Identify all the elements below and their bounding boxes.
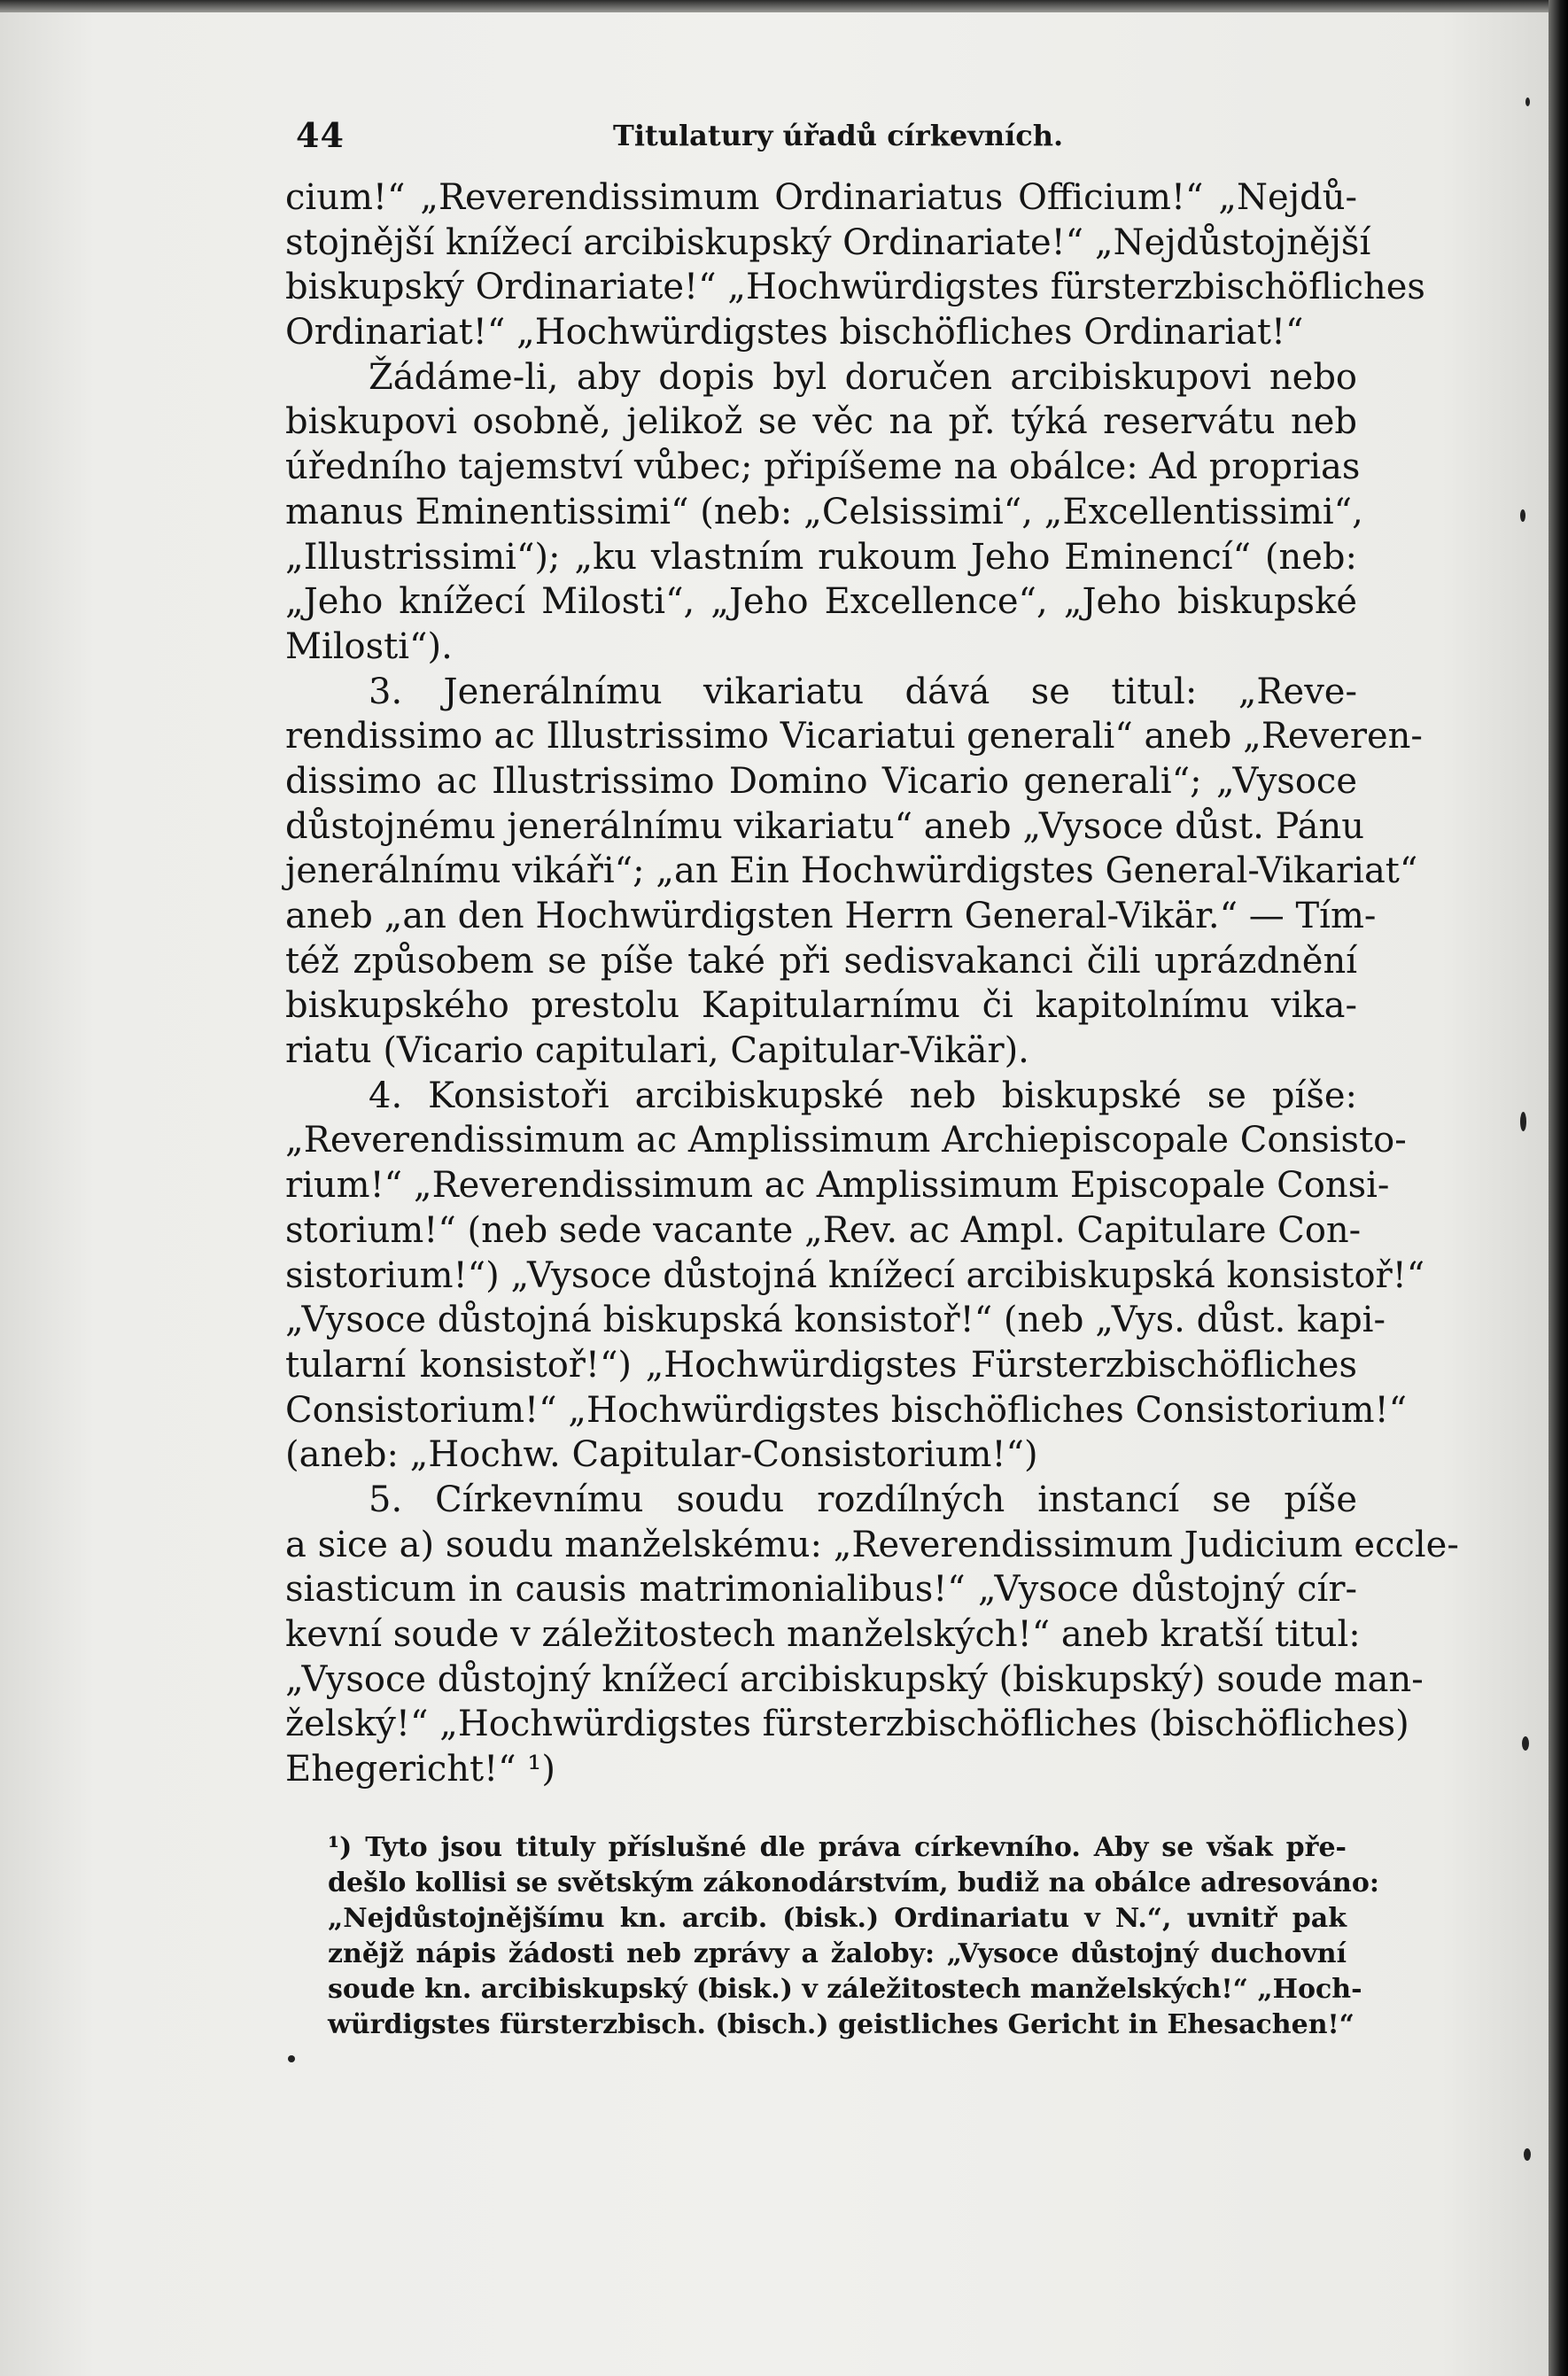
scan-top-edge bbox=[0, 0, 1568, 12]
page-header bbox=[285, 115, 1348, 159]
body-line: dissimo ac Illustrissimo Domino Vicario generali“; „Vysoce bbox=[285, 760, 1357, 802]
running-title: Titulatury úřadů církevních. bbox=[613, 119, 1064, 152]
body-line: (aneb: „Hochw. Capitular-Consistorium!“) bbox=[285, 1434, 1038, 1476]
body-line: též způsobem se píše také při sedisvakanci čili uprázdnění bbox=[285, 940, 1357, 982]
body-line: biskupského prestolu Kapitularnímu či kapitolnímu vika- bbox=[285, 985, 1357, 1027]
footnote-line: ¹) Tyto jsou tituly příslušné dle práva církevního. Aby se však pře- bbox=[328, 1832, 1347, 1863]
body-line: manus Eminentissimi“ (neb: „Celsissimi“, „Excellentissimi“, bbox=[285, 491, 1363, 532]
body-line: biskupský Ordinariate!“ „Hochwürdigstes fürsterzbischöfliches bbox=[285, 267, 1425, 308]
body-line: „Reverendissimum ac Amplissimum Archiepiscopale Consisto- bbox=[285, 1120, 1407, 1161]
footnote-line: „Nejdůstojnějšímu kn. arcib. (bisk.) Ordinariatu v N.“, uvnitř pak bbox=[328, 1903, 1347, 1934]
body-text bbox=[285, 175, 1459, 1792]
body-line: Consistorium!“ „Hochwürdigstes bischöfliches Consistorium!“ bbox=[285, 1389, 1408, 1431]
footnote bbox=[328, 1830, 1379, 2043]
body-line: „Illustrissimi“); „ku vlastním rukoum Jeho Eminencí“ (neb: bbox=[285, 536, 1357, 578]
ink-speck bbox=[1520, 1112, 1526, 1131]
body-line: úředního tajemství vůbec; připíšeme na obálce: Ad proprias bbox=[285, 446, 1361, 488]
body-line: tularní konsistoř!“) „Hochwürdigstes Fürsterzbischöfliches bbox=[285, 1344, 1357, 1386]
footnote-line: soude kn. arcibiskupský (bisk.) v záležitostech manželských!“ „Hoch- bbox=[328, 1974, 1362, 2005]
body-line: riatu (Vicario capitulari, Capitular-Vikär). bbox=[285, 1030, 1029, 1072]
body-line: „Jeho knížecí Milosti“, „Jeho Excellence“, „Jeho biskupské bbox=[285, 581, 1357, 623]
body-line: kevní soude v záležitostech manželských!“ aneb kratší titul: bbox=[285, 1614, 1361, 1655]
body-line: stojnější knížecí arcibiskupský Ordinariate!“ „Nejdůstojnější bbox=[285, 221, 1371, 263]
body-line: storium!“ (neb sede vacante „Rev. ac Ampl. Capitulare Con- bbox=[285, 1209, 1362, 1251]
body-line: biskupovi osobně, jelikož se věc na př. týká reservátu neb bbox=[285, 401, 1357, 443]
body-line: 4. Konsistoři arcibiskupské neb biskupské se píše: bbox=[369, 1075, 1357, 1116]
body-line: Ehegericht!“ ¹) bbox=[285, 1749, 555, 1790]
body-line: siasticum in causis matrimonialibus!“ „Vysoce důstojný cír- bbox=[285, 1569, 1357, 1611]
ink-speck bbox=[1520, 509, 1525, 522]
body-line: želský!“ „Hochwürdigstes fürsterzbischöfliches (bischöfliches) bbox=[285, 1704, 1409, 1745]
body-line: jenerálnímu vikáři“; „an Ein Hochwürdigstes General-Vikariat“ bbox=[285, 850, 1418, 892]
body-line: Ordinariat!“ „Hochwürdigstes bischöfliches Ordinariat!“ bbox=[285, 312, 1304, 353]
ink-speck bbox=[1522, 1736, 1529, 1751]
page-number: 44 bbox=[296, 115, 345, 155]
scan-right-edge bbox=[1549, 0, 1568, 2376]
body-line: rendissimo ac Illustrissimo Vicariatui generali“ aneb „Reveren- bbox=[285, 716, 1423, 757]
body-line: důstojnému jenerálnímu vikariatu“ aneb „Vysoce důst. Pánu bbox=[285, 805, 1365, 847]
body-line: 3. Jenerálnímu vikariatu dává se titul: „Reve- bbox=[369, 671, 1357, 712]
body-line: a sice a) soudu manželskému: „Reverendissimum Judicium eccle- bbox=[285, 1524, 1459, 1565]
footnote-line: znějž nápis žádosti neb zprávy a žaloby: „Vysoce důstojný duchovní bbox=[328, 1938, 1347, 1969]
body-line: „Vysoce důstojný knížecí arcibiskupský (biskupský) soude man- bbox=[285, 1658, 1424, 1700]
body-line: sistorium!“) „Vysoce důstojná knížecí arcibiskupská konsistoř!“ bbox=[285, 1254, 1425, 1296]
body-line: Milosti“). bbox=[285, 625, 453, 667]
body-line: Žádáme-li, aby dopis byl doručen arcibiskupovi nebo bbox=[369, 356, 1357, 398]
ink-speck bbox=[1525, 97, 1530, 106]
body-line: 5. Církevnímu soudu rozdílných instancí se píše bbox=[369, 1479, 1357, 1520]
body-line: cium!“ „Reverendissimum Ordinariatus Officium!“ „Nejdů- bbox=[285, 177, 1357, 218]
ink-speck bbox=[1524, 2148, 1531, 2161]
ink-speck bbox=[288, 2055, 295, 2062]
body-line: aneb „an den Hochwürdigsten Herrn General-Vikär.“ — Tím- bbox=[285, 896, 1377, 936]
footnote-line: würdigstes fürsterzbisch. (bisch.) geistliches Gericht in Ehesachen!“ bbox=[328, 2009, 1355, 2040]
body-line: rium!“ „Reverendissimum ac Amplissimum Episcopale Consi- bbox=[285, 1165, 1390, 1207]
footnote-line: dešlo kollisi se světským zákonodárstvím, budiž na obálce adresováno: bbox=[328, 1867, 1379, 1898]
body-line: „Vysoce důstojná biskupská konsistoř!“ (neb „Vys. důst. kapi- bbox=[285, 1300, 1386, 1341]
